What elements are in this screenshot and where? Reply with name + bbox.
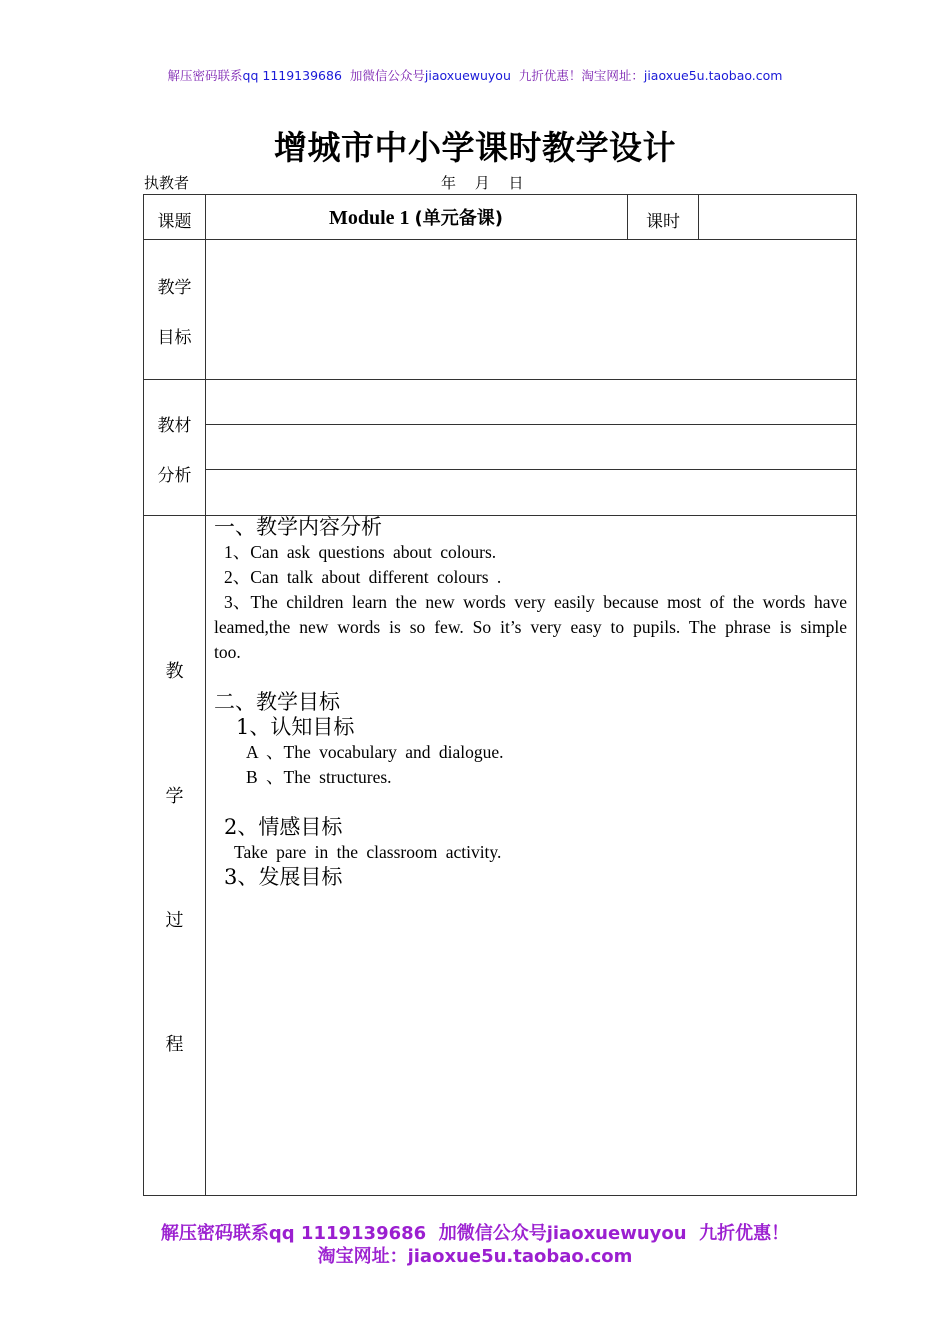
table-border-bottom: [143, 1195, 857, 1196]
goals-label-line1: 教学: [157, 278, 192, 298]
banner-qq: qq 1119139686: [242, 68, 342, 83]
banner-text: 解压密码联系: [167, 68, 243, 83]
page-title: 增城市中小学课时教学设计: [274, 128, 676, 167]
topic-value-cn: (单元备课): [414, 208, 503, 229]
footer-qq: qq 1119139686: [268, 1223, 427, 1244]
content-line: Take pare in the classroom activity.: [234, 842, 502, 862]
process-label-char: 过: [165, 910, 184, 931]
topic-value: [206, 204, 626, 230]
banner-shop-link[interactable]: jiaoxue5u.taobao.com: [643, 68, 783, 83]
analysis-line: [205, 469, 857, 470]
topic-label: 课题: [157, 212, 192, 232]
content-line: 2、Can talk about different colours .: [224, 567, 502, 587]
table-row-divider: [143, 239, 857, 240]
banner-text: 加微信公众号: [349, 68, 425, 83]
table-row-divider: [143, 379, 857, 380]
table-border-top: [143, 194, 857, 195]
footer-text: 淘宝网址：: [317, 1246, 408, 1267]
process-label-char: 程: [165, 1034, 184, 1055]
teacher-label: 执教者: [144, 174, 190, 192]
content-line: 1、Can ask questions about colours.: [224, 542, 497, 562]
analysis-label-line1: 教材: [157, 416, 192, 436]
footer-banner-line2: [0, 1242, 950, 1268]
subsection-heading: 2、情感目标: [224, 815, 343, 839]
content-paragraph: 3、The children learn the new words very easily because most of the words have leamed,the new words is so few. So it’s very easy to pupils. The phrase is simple too.: [214, 592, 847, 662]
content-line: A 、The vocabulary and dialogue.: [246, 742, 504, 762]
period-value-divider: [698, 194, 699, 240]
subsection-heading: 3、发展目标: [224, 865, 343, 889]
process-label-char: 教: [165, 661, 184, 682]
content-line: B 、The structures.: [246, 767, 392, 787]
header-banner: [0, 66, 950, 84]
subsection-heading: 1、认知目标: [236, 715, 355, 739]
footer-wechat: jiaoxuewuyou: [546, 1223, 687, 1244]
footer-text: 加微信公众号: [438, 1223, 547, 1244]
table-border-right: [856, 194, 857, 1196]
footer-shop-link[interactable]: jiaoxue5u.taobao.com: [407, 1246, 633, 1267]
analysis-line: [205, 424, 857, 425]
analysis-label-line2: 分析: [157, 466, 192, 486]
period-label: 课时: [646, 212, 680, 232]
section-heading: 二、教学目标: [214, 690, 340, 714]
footer-text: 解压密码联系: [160, 1223, 269, 1244]
banner-text: 九折优惠！淘宝网址：: [518, 68, 644, 83]
process-content: [214, 515, 847, 890]
topic-value-en: Module 1: [328, 207, 410, 229]
date-label: 年 月 日: [441, 174, 524, 192]
goals-label-line2: 目标: [157, 328, 192, 348]
footer-text: 九折优惠！: [699, 1223, 790, 1244]
process-label-char: 学: [165, 786, 184, 807]
section-heading: 一、教学内容分析: [214, 515, 382, 539]
label-column-divider: [205, 194, 206, 1196]
banner-wechat: jiaoxuewuyou: [424, 68, 511, 83]
